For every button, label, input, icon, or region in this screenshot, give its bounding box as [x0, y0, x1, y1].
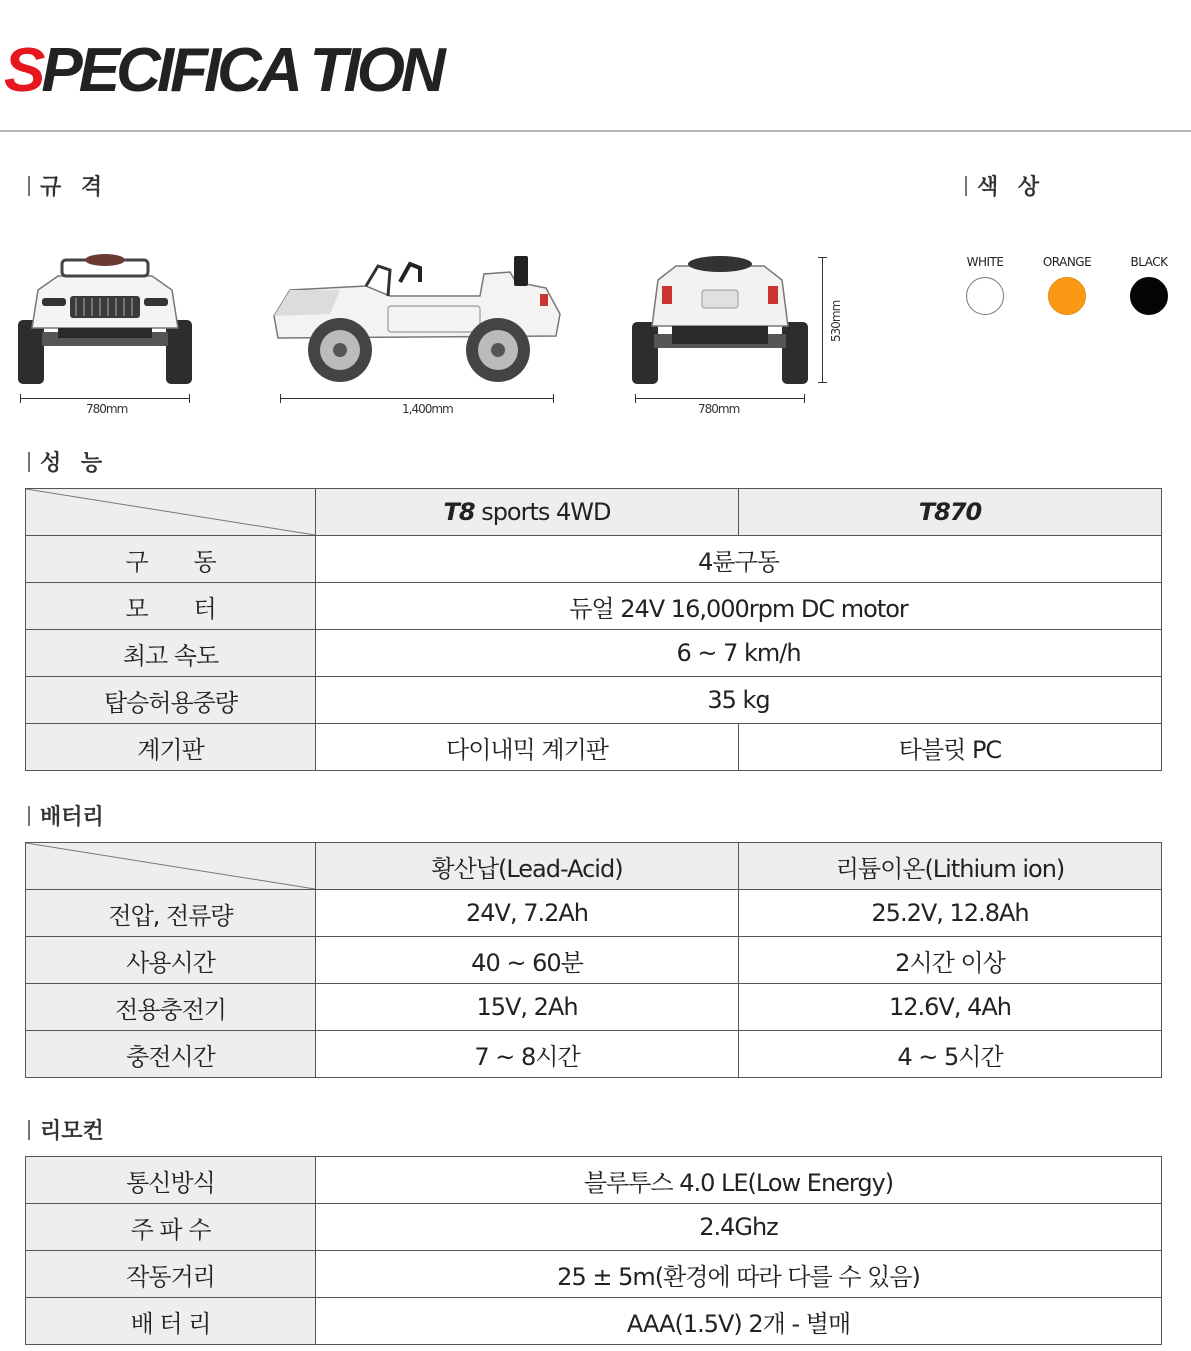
row-value: 25 ± 5m(환경에 따라 다를 수 있음): [316, 1251, 1162, 1298]
section-remote-label: 리모컨: [28, 1114, 104, 1145]
row-label: 계기판: [26, 724, 316, 771]
color-white-label: WHITE: [966, 255, 1004, 269]
car-front-view-image: [18, 250, 192, 386]
performance-table: [25, 488, 1162, 771]
table-row: [26, 937, 1162, 984]
side-length-line: [280, 398, 554, 399]
row-value: AAA(1.5V) 2개 - 별매: [316, 1298, 1162, 1345]
table-row: [26, 1298, 1162, 1345]
table-row: [26, 1204, 1162, 1251]
battery-table: [25, 842, 1162, 1078]
color-black-label: BLACK: [1130, 255, 1168, 269]
row-label: 작동거리: [26, 1251, 316, 1298]
row-value: 다이내믹 계기판: [316, 724, 739, 771]
front-width-label: 780mm: [86, 402, 128, 416]
white-swatch[interactable]: [966, 277, 1004, 315]
row-value: 2.4Ghz: [316, 1204, 1162, 1251]
row-value: 40 ~ 60분: [316, 937, 739, 984]
diagonal-header-cell: [26, 489, 316, 536]
height-label: 530mm: [829, 300, 843, 342]
row-label: 주 파 수: [26, 1204, 316, 1251]
table-row: [26, 724, 1162, 771]
table-row: [26, 843, 1162, 890]
row-label: 최고 속도: [26, 630, 316, 677]
car-side-view-image: [270, 252, 564, 388]
page-title: [4, 36, 442, 105]
car-rear-view-image: [632, 250, 808, 386]
table-row: [26, 890, 1162, 937]
table-row: [26, 1157, 1162, 1204]
front-width-line: [20, 398, 190, 399]
row-value: 2시간 이상: [739, 937, 1162, 984]
table-row: [26, 536, 1162, 583]
row-value: 타블릿 PC: [739, 724, 1162, 771]
row-label: 전용충전기: [26, 984, 316, 1031]
row-label: 모 터: [26, 583, 316, 630]
table-row: [26, 1251, 1162, 1298]
side-length-label: 1,400mm: [402, 402, 453, 416]
rear-width-label: 780mm: [698, 402, 740, 416]
section-battery-label: 배터리: [28, 800, 104, 831]
row-value: 35 kg: [316, 677, 1162, 724]
row-value: 15V, 2Ah: [316, 984, 739, 1031]
row-label: 배 터 리: [26, 1298, 316, 1345]
row-label: 구 동: [26, 536, 316, 583]
color-white[interactable]: [950, 255, 1020, 315]
color-black[interactable]: [1114, 255, 1184, 315]
table-row: [26, 583, 1162, 630]
table-row: [26, 984, 1162, 1031]
black-swatch[interactable]: [1130, 277, 1168, 315]
row-value: 25.2V, 12.8Ah: [739, 890, 1162, 937]
title-divider: [0, 130, 1191, 132]
title-first-letter: S: [4, 36, 42, 105]
row-value: 듀얼 24V 16,000rpm DC motor: [316, 583, 1162, 630]
orange-swatch[interactable]: [1048, 277, 1086, 315]
row-value: 7 ~ 8시간: [316, 1031, 739, 1078]
row-label: 통신방식: [26, 1157, 316, 1204]
row-label: 충전시간: [26, 1031, 316, 1078]
table-row: [26, 630, 1162, 677]
row-value: 24V, 7.2Ah: [316, 890, 739, 937]
model-t8-header: T8 sports 4WD: [316, 489, 739, 536]
row-value: 4륜구동: [316, 536, 1162, 583]
table-row: [26, 1031, 1162, 1078]
table-row: [26, 677, 1162, 724]
table-row: [26, 489, 1162, 536]
row-label: 전압, 전류량: [26, 890, 316, 937]
lithium-ion-header: 리튬이온(Lithium ion): [739, 843, 1162, 890]
model-t870-header: T870: [739, 489, 1162, 536]
row-value: 12.6V, 4Ah: [739, 984, 1162, 1031]
lead-acid-header: 황산납(Lead-Acid): [316, 843, 739, 890]
remote-table: [25, 1156, 1162, 1345]
color-orange[interactable]: [1032, 255, 1102, 315]
section-color-label: 색 상: [965, 170, 1045, 201]
row-value: 6 ~ 7 km/h: [316, 630, 1162, 677]
rear-width-line: [635, 398, 805, 399]
section-size-label: 규 격: [28, 170, 108, 201]
row-value: 4 ~ 5시간: [739, 1031, 1162, 1078]
row-value: 블루투스 4.0 LE(Low Energy): [316, 1157, 1162, 1204]
section-performance-label: 성 능: [28, 446, 108, 477]
height-line: [822, 257, 823, 383]
color-orange-label: ORANGE: [1042, 255, 1092, 269]
row-label: 탑승허용중량: [26, 677, 316, 724]
row-label: 사용시간: [26, 937, 316, 984]
diagonal-header-cell: [26, 843, 316, 890]
title-rest: PECIFICA TION: [41, 36, 442, 105]
